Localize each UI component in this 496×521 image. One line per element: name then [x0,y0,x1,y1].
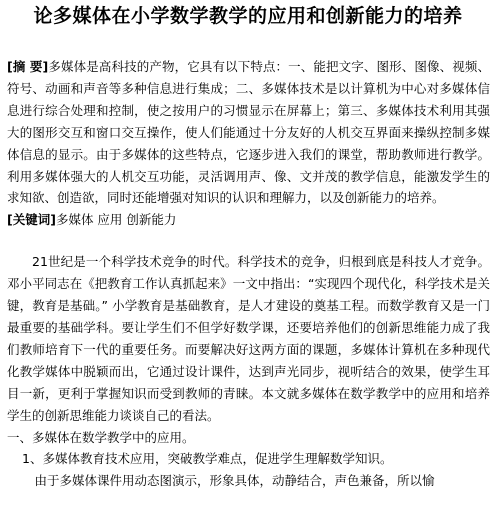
section-heading: 一、多媒体在数学教学中的应用。 [7,429,195,445]
abstract-paragraph [7,56,490,209]
subsection-heading: 1、多媒体教育技术应用，突破教学难点，促进学生理解数学知识。 [22,451,393,467]
intro-paragraph: 21世纪是一个科学技术竞争的时代。科学技术的竞争，归根到底是科技人才竞争。邓小平同志在《把教育工作认真抓起来》一文中指出：“实现四个现代化，科学技术是关键，教育是基础。” 小学教育是基础教育，是人才建设的奠基工程。而数学教育又是一门最重要的基础学科。要让学生们不但学好数学课，还要培养他们的创新思维能力成了我们教师培育下一代的重要任务。而要解决好这两方面的课题，多媒体计算机在多种现代化教学媒体中脱颖而出，它通过设计课件，达到声光同步，视听结合的效果，使学生耳目一新，更利于掌握知识而受到教师的青睐。本文就多媒体在数学教学中的应用和培养学生的创新思维能力谈谈自己的看法。 [7,254,490,423]
document-title: 论多媒体在小学数学教学的应用和创新能力的培养 [33,5,463,27]
abstract-text: 多媒体是高科技的产物，它具有以下特点：一、能把文字、图形、图像、视频、符号、动画和声音等多种信息进行集成；二、多媒体技术是以计算机为中心对多媒体信息进行综合处理和控制，使之按用户的习惯显示在屏幕上；第三、多媒体技术利用其强大的图形交互和窗口交互操作，使人们能通过十分友好的人机交互界面来操纵控制多媒体信息的显示。由于多媒体的这些特点，它逐步进入我们的课堂，帮助教师进行教学。利用多媒体强大的人机交互功能，灵活调用声、像、文并茂的教学信息，能激发学生的求知欲、创造欲，同时还能增强对知识的认识和理解力，以及创新能力的培养。 [7,59,490,206]
abstract-label: [摘 要] [7,59,49,74]
truncated-paragraph-line: 由于多媒体课件用动态图演示，形象具体，动静结合，声色兼备，所以愉 [34,473,435,489]
keywords-line [7,209,490,231]
paragraph-gap [7,231,490,251]
keywords-label: [关键词] [7,212,56,228]
document-body [7,56,490,492]
keywords-text: 多媒体 应用 创新能力 [55,212,177,228]
